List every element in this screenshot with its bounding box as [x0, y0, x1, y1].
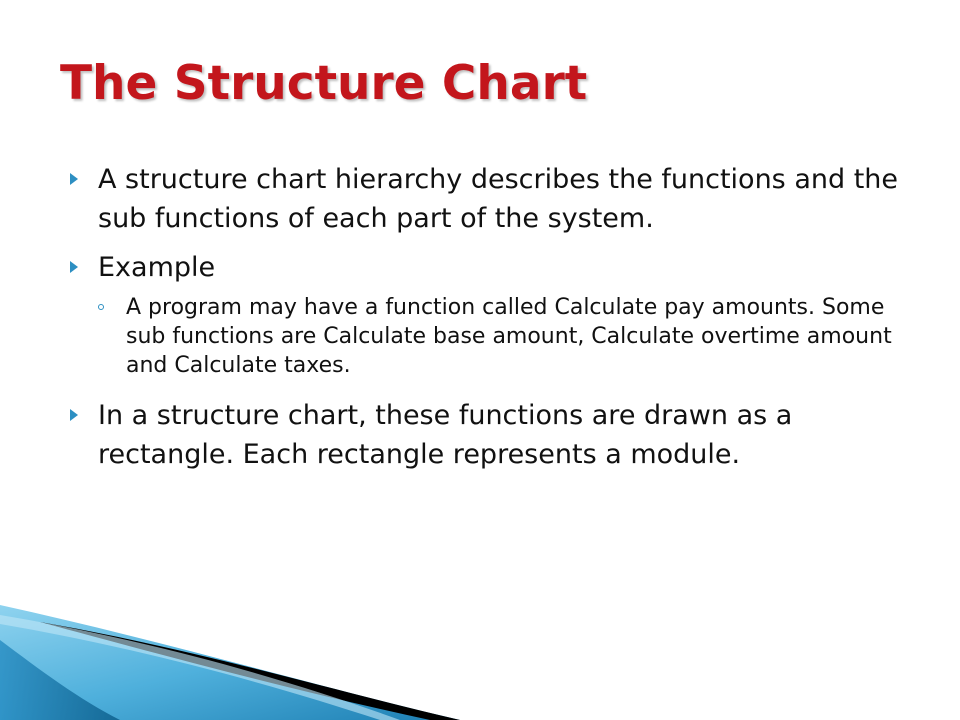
- bullet-text: In a structure chart, these functions are drawn as a rectangle. Each rectangle represents a module.: [98, 400, 793, 470]
- bullet-text: A structure chart hierarchy describes the functions and the sub functions of each part of the system.: [98, 164, 899, 234]
- slide-title: The Structure Chart: [60, 56, 588, 111]
- swoosh-black-line: [40, 622, 460, 720]
- bullet-item: [70, 248, 910, 380]
- bullet-list: [70, 160, 910, 474]
- bullet-text: Example: [98, 252, 216, 283]
- arrow-bullet-icon: [70, 261, 78, 273]
- bullet-item: [70, 396, 910, 474]
- circle-bullet-icon: [98, 304, 104, 310]
- bullet-item: [70, 160, 910, 238]
- sub-bullet-text: A program may have a function called Calculate pay amounts. Some sub functions are Calculate base amount, Calculate overtime amount and Calculate taxes.: [126, 295, 892, 378]
- sub-bullet-item: [98, 293, 910, 380]
- arrow-bullet-icon: [70, 173, 78, 185]
- swoosh-dark-band: [0, 640, 120, 720]
- swoosh-light-band: [0, 605, 460, 720]
- arrow-bullet-icon: [70, 409, 78, 421]
- sub-bullet-list: [98, 293, 910, 380]
- swoosh-highlight: [0, 615, 400, 720]
